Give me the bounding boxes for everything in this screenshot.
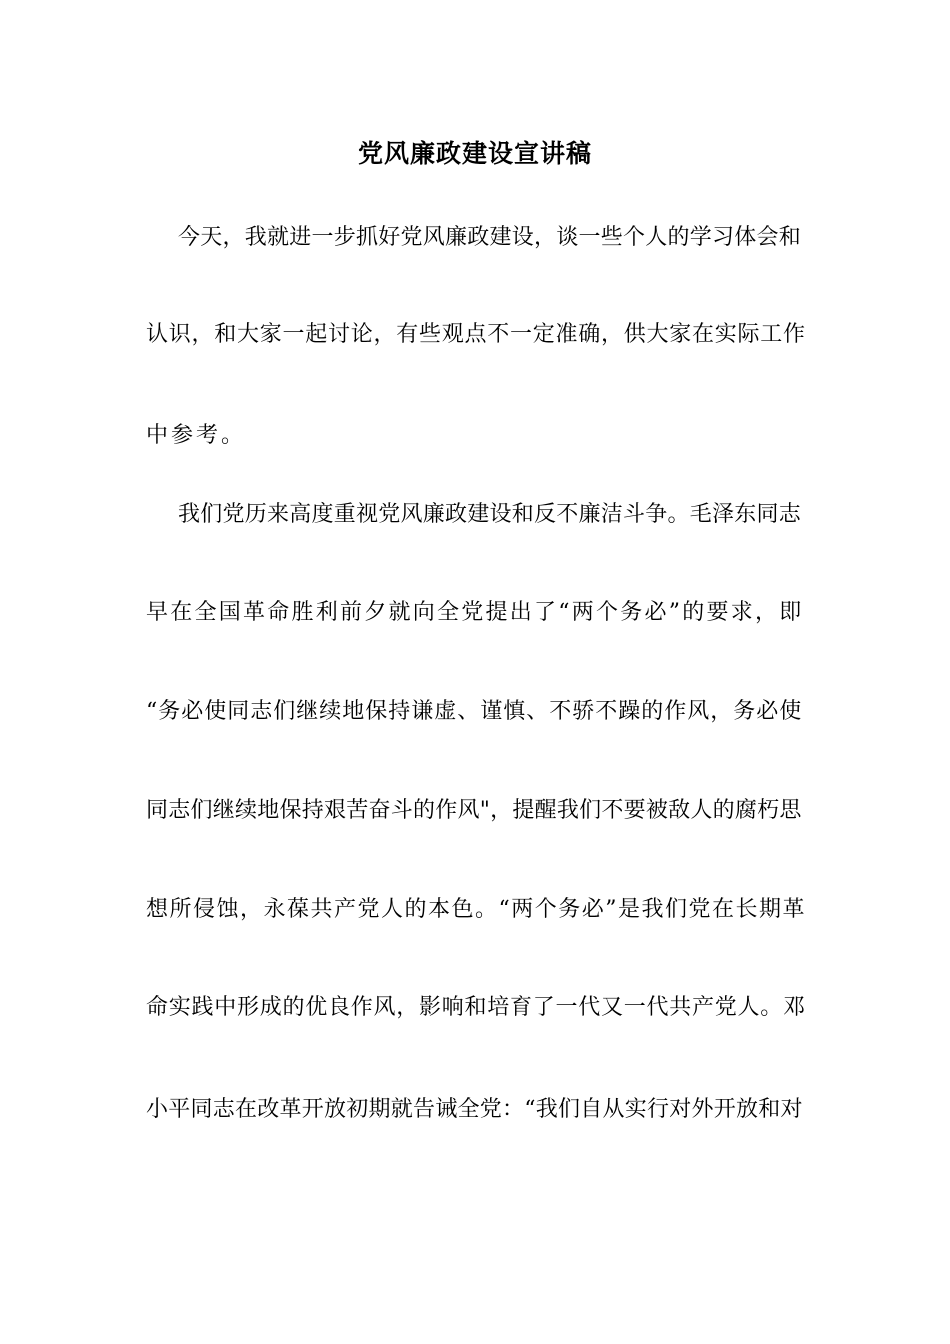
paragraph-line: “务必使同志们继续地保持谦虚、谨慎、不骄不躁的作风，务必使	[146, 699, 803, 724]
paragraph-line: 我们党历来高度重视党风廉政建设和反不廉洁斗争。毛泽东同志	[178, 502, 802, 527]
paragraph-line: 命实践中形成的优良作风，影响和培育了一代又一代共产党人。邓	[146, 995, 806, 1020]
paragraph-line: 同志们继续地保持艰苦奋斗的作风"，提醒我们不要被敌人的腐朽思	[146, 798, 802, 823]
paragraph-line: 认识，和大家一起讨论，有些观点不一定准确，供大家在实际工作	[146, 322, 806, 347]
paragraph-line: 中参考。	[146, 423, 247, 448]
document-title: 党风廉政建设宣讲稿	[357, 139, 592, 168]
paragraph-line: 早在全国革命胜利前夕就向全党提出了“两个务必”的要求，即	[146, 600, 804, 625]
paragraph-line: 小平同志在改革开放初期就告诫全党：“我们自从实行对外开放和对	[146, 1097, 803, 1122]
paragraph-line: 想所侵蚀，永葆共产党人的本色。“两个务必”是我们党在长期革	[146, 897, 806, 922]
paragraph-line: 今天，我就进一步抓好党风廉政建设，谈一些个人的学习体会和	[178, 225, 802, 250]
